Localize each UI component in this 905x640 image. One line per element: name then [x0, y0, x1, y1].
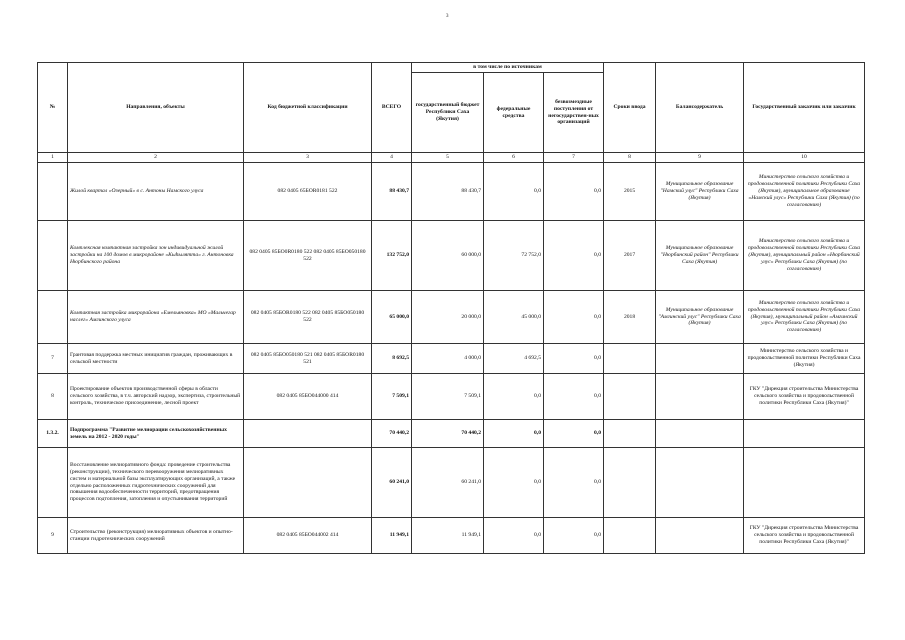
row-number	[38, 291, 68, 344]
row-holder	[656, 344, 744, 374]
row-name: Восстановление мелиоративного фонда: проведение строительства (реконструкции), технического перевооружения мелиоративных систем и материальной базы эксплуатирующих организаций, а также отдельно расположенных гидротехнических сооружений для повышения водообеспеченности территорий, предотвращения процессов подтопления, затопления и опустынивания территорий	[68, 448, 244, 518]
row-name: Проектирование объектов производственной сферы в области сельского хозяйства, в т.ч. авторский надзор, экспертиза, строительный контроль, техническое присоединение, лесной проект	[68, 374, 244, 420]
row-federal: 0,0	[484, 163, 544, 221]
row-total: 70 440,2	[372, 420, 412, 448]
row-gratuitous: 0,0	[544, 374, 604, 420]
col-number: 10	[744, 153, 865, 163]
row-customer: ГКУ "Дирекция строительства Министерства сельского хозяйства и продовольственной политики Республики Саха (Якутия)"	[744, 518, 865, 554]
row-number: 7	[38, 344, 68, 374]
row-name: Грантовая поддержка местных инициатив граждан, проживающих в сельской местности	[68, 344, 244, 374]
row-state-budget: 60 000,0	[412, 221, 484, 291]
table-row	[38, 163, 865, 221]
row-customer: Министерство сельского хозяйства и продовольственной политики Республики Саха (Якутия), муниципальное образование «Намский улус» Республики Саха (Якутия) (по согласованию)	[744, 163, 865, 221]
row-state-budget: 11 949,1	[412, 518, 484, 554]
column-number-row	[38, 153, 865, 163]
row-deadline: 2017	[604, 221, 656, 291]
row-deadline	[604, 448, 656, 518]
col-number: 9	[656, 153, 744, 163]
row-holder	[656, 420, 744, 448]
table-row	[38, 448, 865, 518]
table-row	[38, 374, 865, 420]
row-holder: Муниципальное образование "Амгинский улус" Республики Саха (Якутия)	[656, 291, 744, 344]
header-gratuitous: безвозмездные поступления от негосударствен-ных организаций	[544, 73, 604, 153]
row-gratuitous: 0,0	[544, 291, 604, 344]
row-total: 60 241,0	[372, 448, 412, 518]
row-gratuitous: 0,0	[544, 518, 604, 554]
row-total: 132 752,0	[372, 221, 412, 291]
col-number: 4	[372, 153, 412, 163]
col-number: 2	[68, 153, 244, 163]
row-federal: 45 000,0	[484, 291, 544, 344]
row-holder	[656, 448, 744, 518]
header-deadline: Сроки ввода	[604, 63, 656, 153]
row-number	[38, 163, 68, 221]
row-number: 8	[38, 374, 68, 420]
row-name: Комплексная компактная застройка зон индивидуальной жилой застройки на 100 домов в микрорайоне «Кыһылятта» г. Антоновка Нюрбинского района	[68, 221, 244, 291]
col-number: 7	[544, 153, 604, 163]
col-number: 8	[604, 153, 656, 163]
row-customer: Министерство сельского хозяйства и продовольственной политики Республики Саха (Якутия), муниципальный район «Амгинский улус» Республики Саха (Якутия) (по согласованию)	[744, 291, 865, 344]
row-budget-code: 082 0405 65БОR0181 522	[244, 163, 372, 221]
row-state-budget: 60 241,0	[412, 448, 484, 518]
header-holder: Балансодержатель	[656, 63, 744, 153]
row-customer: ГКУ "Дирекция строительства Министерства сельского хозяйства и продовольственной политики Республики Саха (Якутия)"	[744, 374, 865, 420]
row-gratuitous: 0,0	[544, 163, 604, 221]
row-budget-code	[244, 420, 372, 448]
row-state-budget: 88 430,7	[412, 163, 484, 221]
header-budget-code: Код бюджетной классификации	[244, 63, 372, 153]
row-total: 65 000,0	[372, 291, 412, 344]
row-federal: 0,0	[484, 448, 544, 518]
page-number: 3	[446, 14, 449, 19]
col-number: 6	[484, 153, 544, 163]
table-row	[38, 291, 865, 344]
row-name: Подпрограмма "Развитие мелиорации сельскохозяйственных земель на 2012 - 2020 годы"	[68, 420, 244, 448]
row-number	[38, 448, 68, 518]
row-budget-code: 082 0405 85БО0R0180 522 082 0405 85БО050180 522	[244, 221, 372, 291]
row-holder	[656, 518, 744, 554]
table-row	[38, 344, 865, 374]
row-budget-code	[244, 448, 372, 518]
row-budget-code: 082 0405 85БО044002 414	[244, 518, 372, 554]
program-table	[37, 62, 865, 554]
row-budget-code: 082 0405 85БО050180 521 082 0405 85БОR0180 521	[244, 344, 372, 374]
row-state-budget: 20 000,0	[412, 291, 484, 344]
row-federal: 4 692,5	[484, 344, 544, 374]
row-name: Компактная застройка микрорайона «Емельяновка» МО «Мальчегар наслег» Амгинского улуса	[68, 291, 244, 344]
row-state-budget: 70 440,2	[412, 420, 484, 448]
row-deadline	[604, 518, 656, 554]
row-total: 88 430,7	[372, 163, 412, 221]
row-holder: Муниципальное образование "Намский улус" Республики Саха (Якутия)	[656, 163, 744, 221]
row-deadline: 2015	[604, 163, 656, 221]
row-name: Жилой квартал «Озерный» в с. Антоны Намского улуса	[68, 163, 244, 221]
row-number: 1.3.2.	[38, 420, 68, 448]
row-total: 7 509,1	[372, 374, 412, 420]
header-num: №	[38, 63, 68, 153]
header-sources-group: в том числе по источникам	[412, 63, 604, 73]
col-number: 5	[412, 153, 484, 163]
row-deadline	[604, 344, 656, 374]
header-direction: Направления, объекты	[68, 63, 244, 153]
header-state-budget: государственный бюджет Республики Саха (Якутия)	[412, 73, 484, 153]
table-row	[38, 518, 865, 554]
row-gratuitous: 0,0	[544, 448, 604, 518]
header-customer: Государственный заказчик или заказчик	[744, 63, 865, 153]
row-budget-code: 082 0405 85БОR0180 522 082 0405 85БО050180 522	[244, 291, 372, 344]
table-row	[38, 420, 865, 448]
row-state-budget: 7 509,1	[412, 374, 484, 420]
row-total: 11 949,1	[372, 518, 412, 554]
row-federal: 0,0	[484, 518, 544, 554]
row-customer: Министерство сельского хозяйства и продовольственной политики Республики Саха (Якутия), муниципальный район «Нюрбинский улус» Республики Саха (Якутия) (по согласованию)	[744, 221, 865, 291]
row-federal: 72 752,0	[484, 221, 544, 291]
row-deadline: 2018	[604, 291, 656, 344]
row-name: Строительство (реконструкция) мелиоративных объектов и опытно-станции гидротехнических сооружений	[68, 518, 244, 554]
col-number: 3	[244, 153, 372, 163]
row-deadline	[604, 420, 656, 448]
row-federal: 0,0	[484, 374, 544, 420]
header-federal: федеральные средства	[484, 73, 544, 153]
row-holder	[656, 374, 744, 420]
row-customer: Министерство сельского хозяйства и продовольственной политики Республики Саха (Якутия)	[744, 344, 865, 374]
row-number: 9	[38, 518, 68, 554]
row-state-budget: 4 000,0	[412, 344, 484, 374]
header-total: ВСЕГО	[372, 63, 412, 153]
col-number: 1	[38, 153, 68, 163]
row-number	[38, 221, 68, 291]
table-row	[38, 221, 865, 291]
row-holder: Муниципальное образование "Нюрбинский район" Республики Саха (Якутия)	[656, 221, 744, 291]
row-gratuitous: 0,0	[544, 420, 604, 448]
row-customer	[744, 448, 865, 518]
row-gratuitous: 0,0	[544, 344, 604, 374]
row-deadline	[604, 374, 656, 420]
row-gratuitous: 0,0	[544, 221, 604, 291]
row-total: 8 692,5	[372, 344, 412, 374]
row-federal: 0,0	[484, 420, 544, 448]
row-customer	[744, 420, 865, 448]
row-budget-code: 082 0405 85БО044000 414	[244, 374, 372, 420]
